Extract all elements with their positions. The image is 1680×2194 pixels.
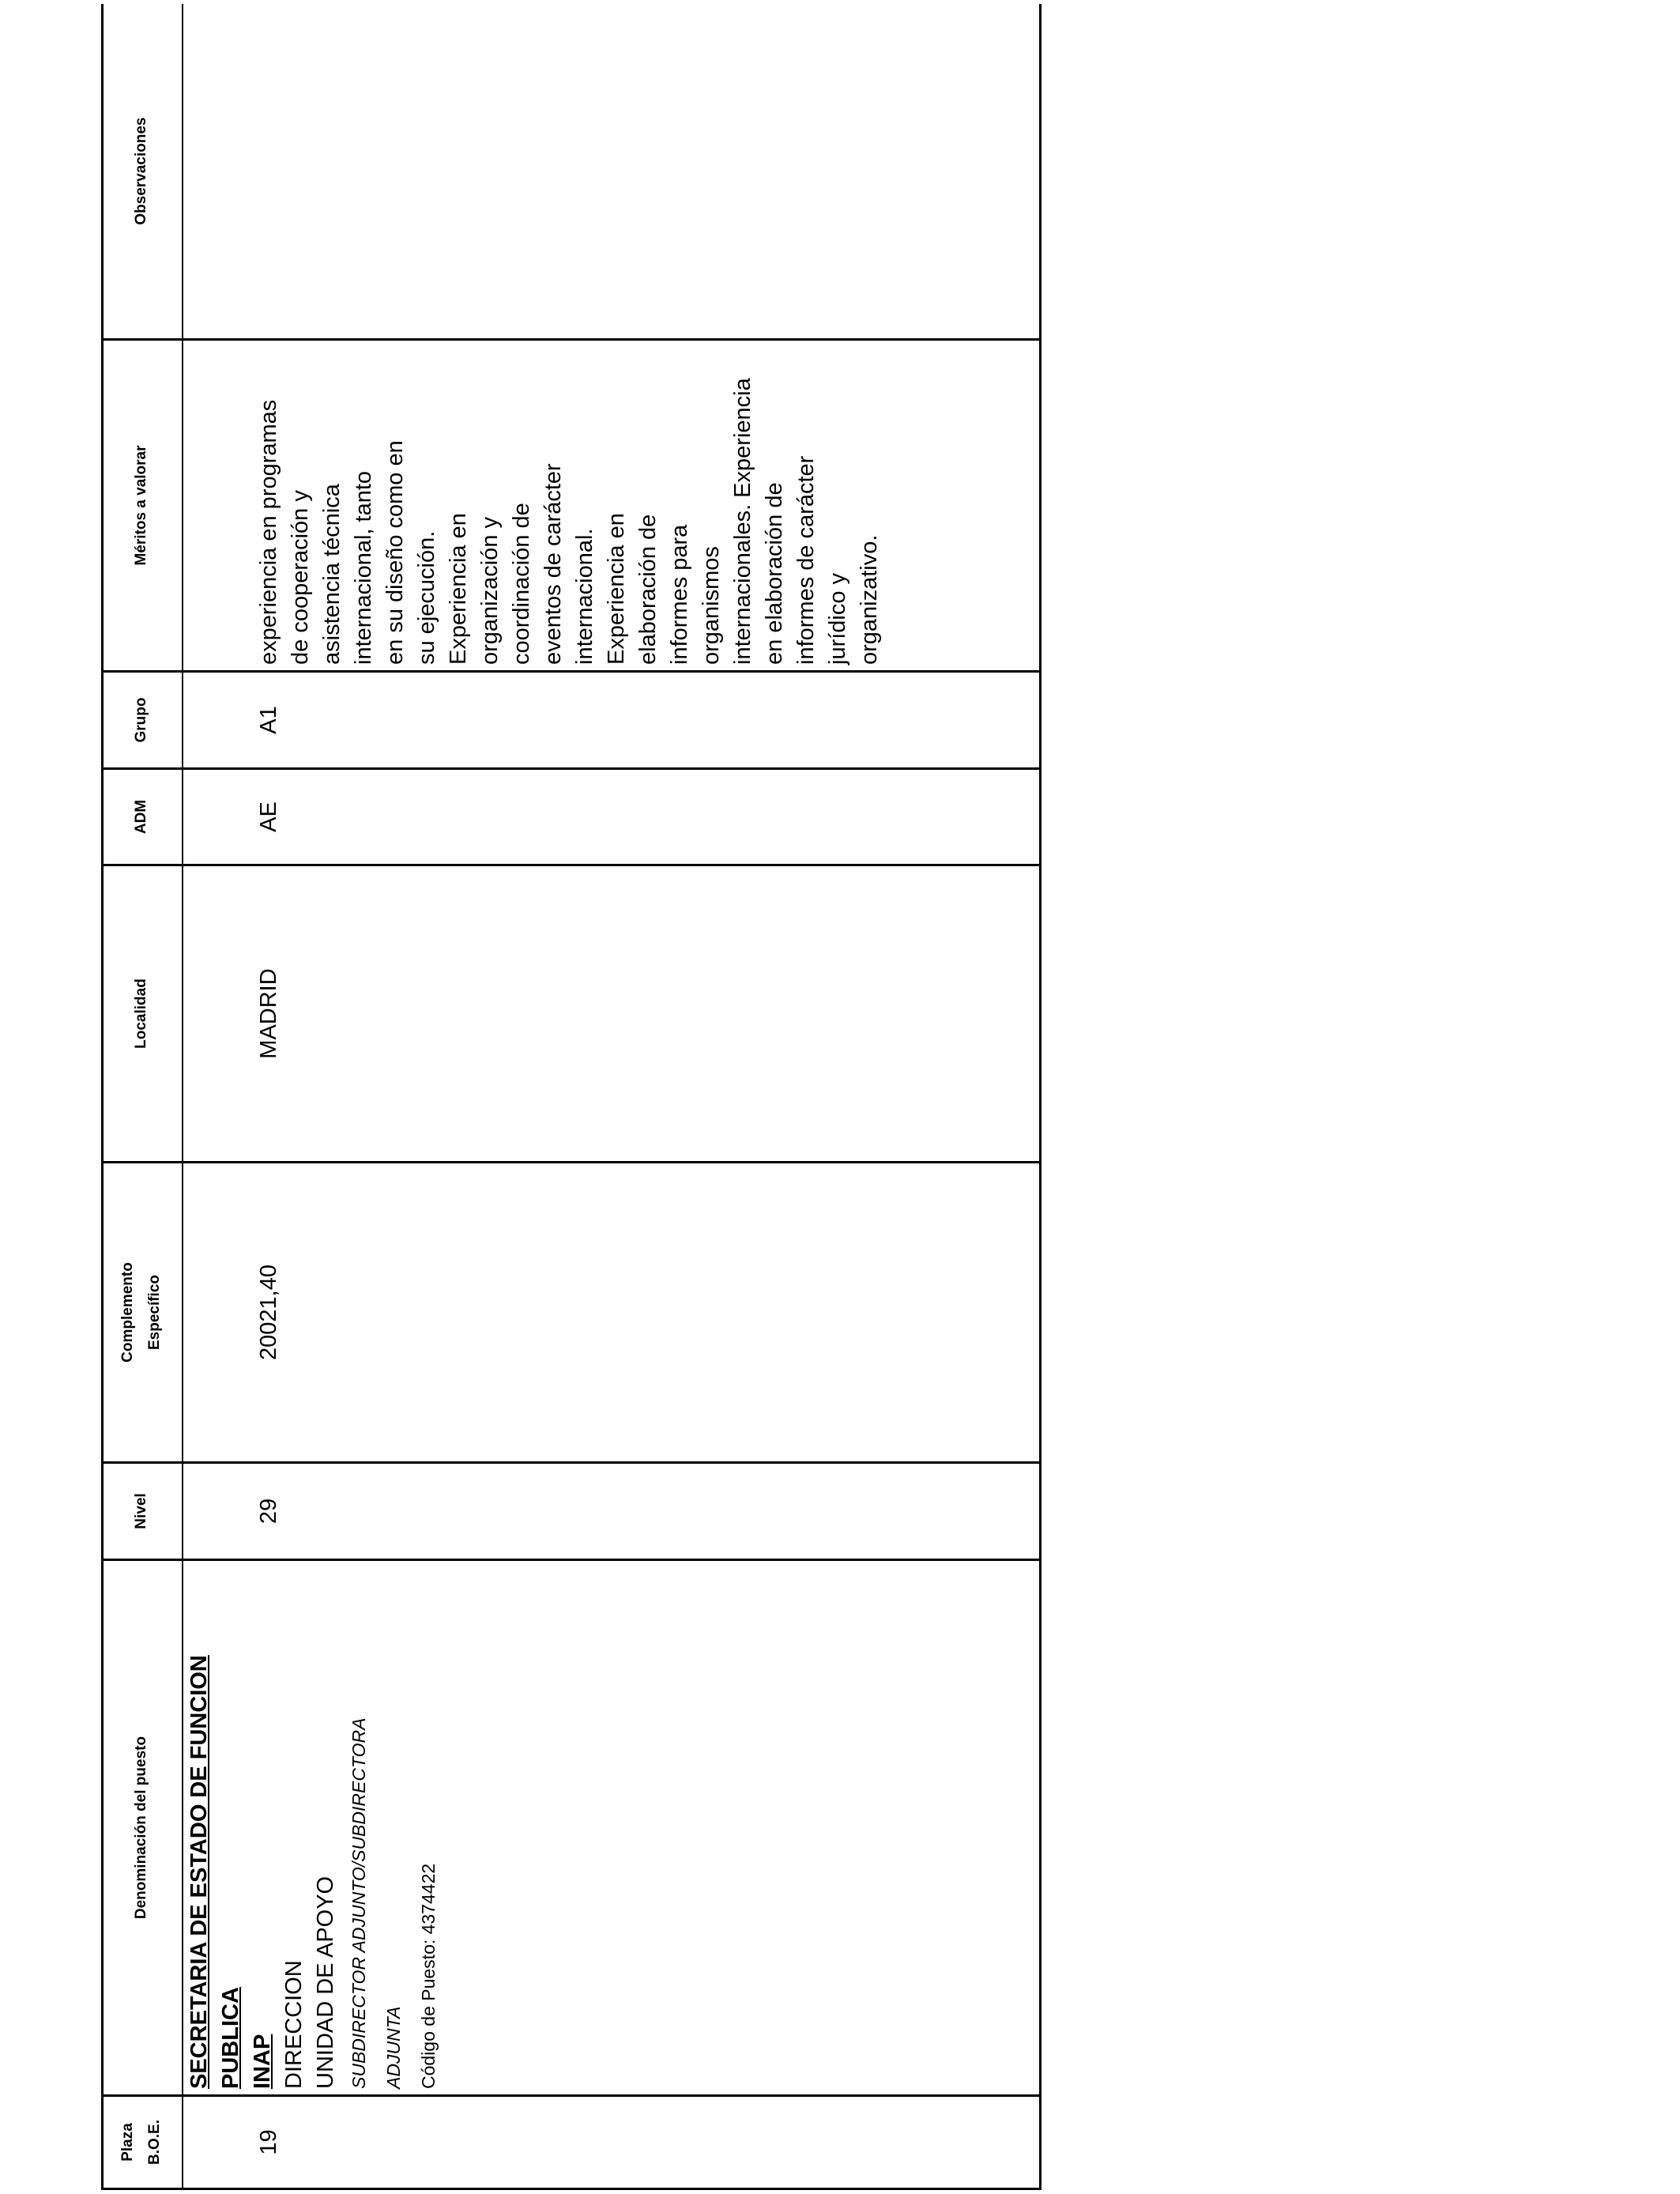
header-adm: ADM	[133, 799, 149, 835]
meritos-line: Experiencia en	[446, 513, 471, 665]
col-rule-localidad	[101, 864, 1042, 866]
meritos-line: internacionales. Experiencia	[730, 378, 755, 665]
meritos-line: informes para	[667, 524, 692, 665]
header-localidad: Localidad	[133, 978, 149, 1049]
meritos-line: en elaboración de	[762, 482, 787, 665]
meritos-line: su ejecución.	[414, 530, 439, 665]
meritos-line: Experiencia en	[604, 513, 629, 665]
unit-title	[183, 1551, 247, 2089]
plaza-number: 19	[256, 2129, 281, 2155]
position-code: Código de Puesto: 4374422	[418, 1863, 439, 2089]
meritos-line: de cooperación y	[288, 490, 313, 665]
meritos-line: organizativo.	[857, 534, 882, 665]
header-denominacion: Denominación del puesto	[133, 1736, 149, 1920]
denominacion-block	[183, 1551, 446, 2089]
position-line: SUBDIRECTOR ADJUNTO/SUBDIRECTORA	[348, 1717, 369, 2089]
meritos-line: en su diseño como en	[382, 440, 408, 665]
meritos-line: organismos	[699, 546, 724, 665]
header-observaciones: Observaciones	[133, 117, 149, 225]
complemento-value: 20021,40	[256, 1265, 281, 1360]
header-plaza: Plaza B.O.E.	[119, 2120, 163, 2166]
meritos-line: informes de carácter	[793, 455, 819, 665]
meritos-line: asistencia técnica	[319, 484, 345, 665]
localidad-value: MADRID	[256, 968, 281, 1059]
header-grupo: Grupo	[133, 697, 149, 743]
direction: DIRECCION	[281, 1960, 307, 2089]
meritos-text	[253, 333, 885, 665]
table-left-border	[101, 2188, 1042, 2190]
col-rule-complemento	[101, 1161, 1042, 1163]
col-rule-plaza	[101, 2094, 1042, 2097]
meritos-line: organización y	[477, 517, 503, 665]
table-bottom-border	[1039, 4, 1042, 2190]
position-line: ADJUNTA	[383, 2006, 404, 2089]
meritos-line: elaboración de	[635, 514, 661, 665]
unit-title-line: SECRETARIA DE ESTADO DE FUNCION	[186, 1655, 212, 2089]
col-rule-adm	[101, 767, 1042, 770]
meritos-line: eventos de carácter	[541, 463, 566, 665]
adm-value: AE	[256, 801, 281, 832]
header-nivel: Nivel	[133, 1493, 149, 1529]
position-name	[341, 1551, 411, 2089]
unit-title-line: PUBLICA	[218, 1987, 243, 2089]
unit: UNIDAD DE APOYO	[313, 1875, 338, 2089]
col-rule-nivel	[101, 1461, 1042, 1464]
col-rule-grupo	[101, 670, 1042, 673]
header-complemento: Complemento Específico	[119, 1262, 163, 1363]
meritos-line: coordinación de	[509, 503, 534, 665]
meritos-line: experiencia en programas	[256, 399, 281, 665]
header-meritos: Méritos a valorar	[133, 445, 149, 566]
nivel-value: 29	[256, 1498, 281, 1525]
meritos-line: internacional, tanto	[351, 470, 376, 665]
meritos-line: internacional.	[572, 528, 597, 665]
meritos-line: jurídico y	[825, 572, 850, 665]
rotated-table	[101, 4, 1042, 2190]
grupo-value: A1	[256, 706, 281, 734]
organism: INAP	[250, 2034, 275, 2089]
